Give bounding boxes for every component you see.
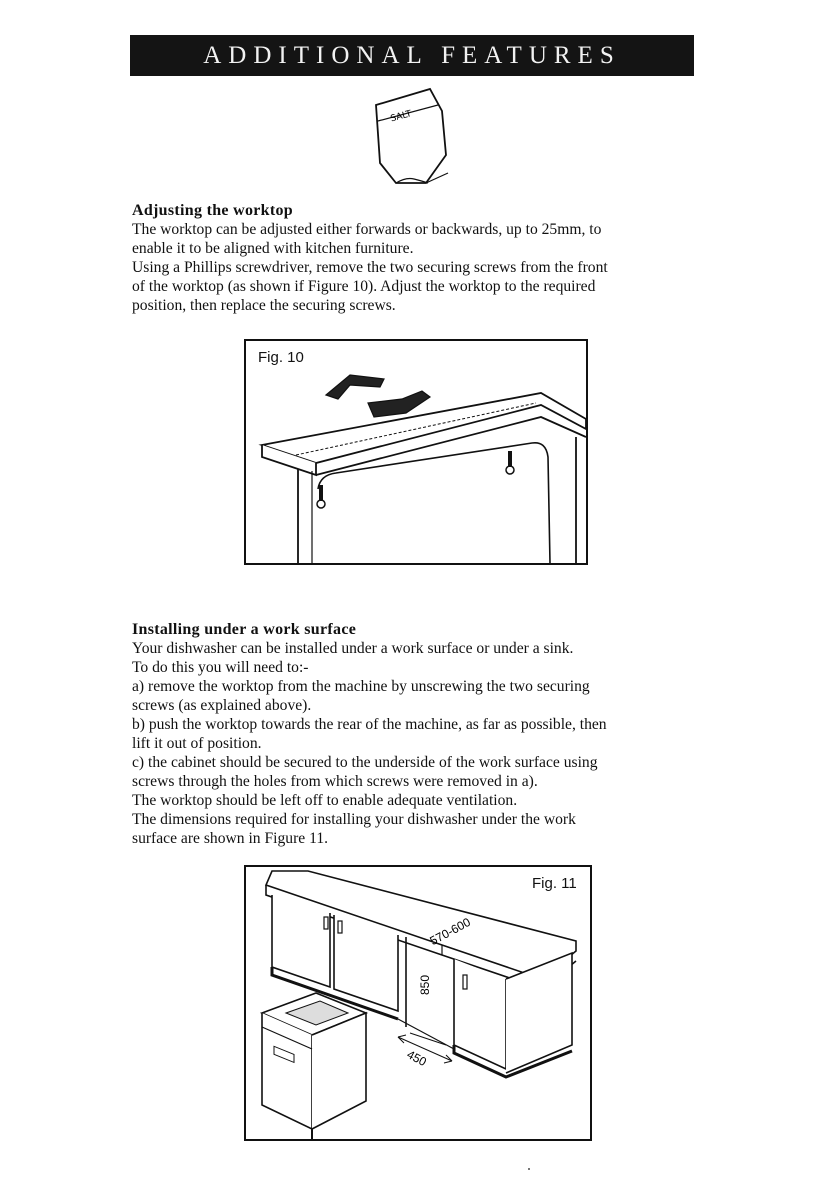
installing-line-2: To do this you will need to:- <box>132 659 309 676</box>
salt-packet-icon <box>370 85 466 189</box>
adjusting-worktop-section <box>132 201 692 315</box>
installing-line-4: screws (as explained above). <box>132 697 312 714</box>
adjust-arrow-icon <box>326 375 384 399</box>
dimension-width-label: 450 <box>404 1047 429 1070</box>
installing-title: Installing under a work surface <box>132 621 357 638</box>
installing-line-11: surface are shown in Figure 11. <box>132 830 329 847</box>
stray-dot <box>528 1168 530 1170</box>
adjust-arrow-icon <box>368 391 430 417</box>
under-counter-install-illustration <box>246 867 590 1139</box>
section-header <box>130 35 694 76</box>
installing-line-3: a) remove the worktop from the machine by unscrewing the two securing <box>132 678 590 695</box>
figure-11-label: Fig. 11 <box>532 875 577 892</box>
figure-10 <box>244 339 588 565</box>
installing-line-10: The dimensions required for installing your dishwasher under the work <box>132 811 576 828</box>
adjusting-worktop-title: Adjusting the worktop <box>132 202 293 219</box>
installing-line-8: screws through the holes from which screws were removed in a). <box>132 773 538 790</box>
figure-10-label: Fig. 10 <box>258 349 304 366</box>
installing-line-1: Your dishwasher can be installed under a work surface or under a sink. <box>132 640 574 657</box>
adjusting-line-2: enable it to be aligned with kitchen furniture. <box>132 240 414 257</box>
salt-packet-label: SALT <box>389 109 413 125</box>
screw-icon <box>506 451 514 474</box>
adjusting-line-3: Using a Phillips screwdriver, remove the two securing screws from the front <box>132 259 608 276</box>
dimension-height-label: 850 <box>418 974 432 995</box>
installing-line-7: c) the cabinet should be secured to the underside of the work surface using <box>132 754 598 771</box>
adjusting-line-4: of the worktop (as shown if Figure 10). Adjust the worktop to the required <box>132 278 596 295</box>
adjusting-line-1: The worktop can be adjusted either forwards or backwards, up to 25mm, to <box>132 221 602 238</box>
adjusting-line-5: position, then replace the securing screws. <box>132 297 396 314</box>
section-header-title: ADDITIONAL FEATURES <box>203 41 621 69</box>
installing-line-6: lift it out of position. <box>132 735 262 752</box>
dimension-depth-label: 570-600 <box>427 914 473 948</box>
installing-line-5: b) push the worktop towards the rear of the machine, as far as possible, then <box>132 716 607 733</box>
installing-line-9: The worktop should be left off to enable adequate ventilation. <box>132 792 518 809</box>
worktop-adjust-illustration <box>246 341 586 563</box>
installing-section <box>132 620 692 848</box>
figure-11 <box>244 865 592 1141</box>
